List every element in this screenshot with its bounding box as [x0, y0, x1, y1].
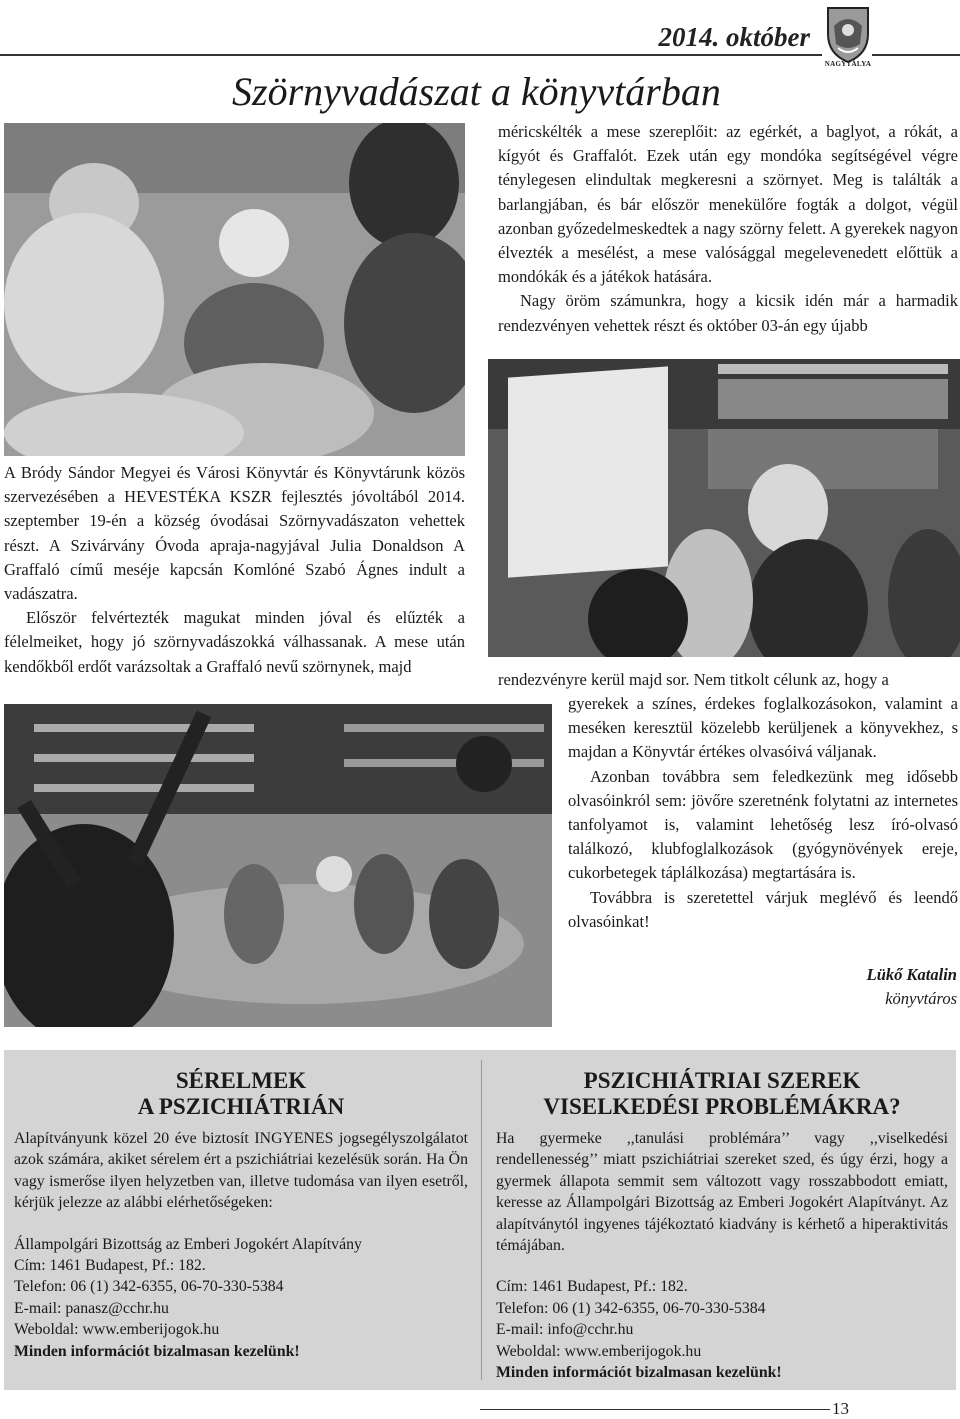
footer-rule	[480, 1409, 830, 1410]
article-column-bottom-right-lead	[498, 668, 958, 692]
paragraph: A Bródy Sándor Megyei és Városi Könyvtár és Könyvtárunk közös szervezésében a HEVESTÉKA KSZR fejlesztés jóvoltából 2014. szeptember 19-én a község óvodásai Szörnyvadászaton vehettek részt. A Szivárvány Óvoda apraja-nagyjával Julia Donaldson A Graffaló című meséje kapcsán Komlóné Szabó Ágnes indult a vadászatra.	[4, 463, 465, 604]
ad-right-title-line1: PSZICHIÁTRIAI SZEREK	[583, 1068, 861, 1093]
ad-right-address: Cím: 1461 Budapest, Pf.: 182.	[496, 1278, 688, 1296]
paragraph: Nagy öröm számunkra, hogy a kicsik idén már a harmadik rendezvényen vehettek részt és október 03-án egy újabb	[498, 291, 958, 335]
ad-right-email: E-mail: info@cchr.hu	[496, 1321, 634, 1339]
ad-left-confidential: Minden információt bizalmasan kezelünk!	[14, 1342, 300, 1360]
author-name: Lükő Katalin	[866, 965, 957, 984]
page-number: 13	[832, 1399, 849, 1418]
photo-raised-hands	[4, 704, 552, 1027]
author-role: könyvtáros	[885, 989, 957, 1008]
ad-right-web: Weboldal: www.emberijogok.hu	[496, 1342, 702, 1360]
ad-left-body: Alapítványunk közel 20 éve biztosít INGYENES jogsegélyszolgálatot azok számára, akiket sérelem ért a pszichiátriai kezelésük során. Ha Ön vagy ismerőse ilyen helyzetben van, illetve tudomása van ilyen esetről, kérjük jelezze az alábbi elérhetőségeken:	[14, 1130, 468, 1212]
header-rule	[0, 54, 822, 56]
ad-right-body: Ha gyermeke ,,tanulási problémára’’ vagy ,,viselkedési rendellenesség’’ miatt pszichiátriai szereket szed, és úgy érzi, hogy a gyermek állapota semmit sem változott vagy rosszabbodott emiatt, keresse az Állampolgári Bizottság az Emberi Jogokért Alapítványt. Az alapítványtól ingyenes tájékoztató kiadvány is kérhető a hiperaktivitás témájában.	[496, 1130, 948, 1255]
ad-left-email: E-mail: panasz@cchr.hu	[14, 1299, 169, 1317]
paragraph: Először felvértezték magukat minden jóval és elűzték a félelmeiket, hogy jó szörnyvadászokká válhassanak. A mese után kendőkből erdőt varázsoltak a Graffaló nevű szörnynek, majd	[4, 608, 465, 676]
article-title: Szörnyvadászat a könyvtárban	[232, 69, 721, 114]
article-column-left	[4, 461, 465, 679]
issue-date: 2014. október	[658, 22, 810, 52]
paragraph: rendezvényre kerül majd sor. Nem titkolt célunk az, hogy a	[498, 670, 889, 689]
article-column-bottom-right	[568, 692, 958, 934]
photo-children-at-board	[488, 359, 960, 657]
paragraph: Továbbra is szeretettel várjuk meglévő és leendő olvasóinkat!	[568, 887, 958, 931]
article-column-top-right	[498, 120, 958, 338]
ad-left-title-line2: A PSZICHIÁTRIÁN	[137, 1094, 345, 1119]
header-rule-right	[872, 54, 960, 56]
ad-right	[496, 1068, 948, 1383]
paragraph: méricskélték a mese szereplőit: az egérkét, a baglyot, a rókát, a kígyót és Graffalót. Ezek után egy mondóka segítségével végre ténylegesen elindultak megkeresni a szörnyet. Meg is találták a barlangjában, és bár először menekülőre fogták a dolgot, végül azonban győzedelmeskedtek a nagy szörny felett. A gyerekek nagyon élvezték a mesélést, a mese valósággal megelevenedett előttük a mondókák és a játékok hatására.	[498, 122, 958, 287]
ad-right-confidential: Minden információt bizalmasan kezelünk!	[496, 1364, 782, 1382]
coat-of-arms-icon	[824, 4, 872, 64]
paragraph: gyerekek a színes, érdekes foglalkozásokon, valamint a meséken keresztül közelebb kerüljenek a könyvekhez, s majdan a Könyvtár értékes olvasóivá váljanak.	[568, 694, 958, 762]
ad-left-org: Állampolgári Bizottság az Emberi Jogokért Alapítvány	[14, 1235, 362, 1253]
ad-right-phone: Telefon: 06 (1) 342-6355, 06-70-330-5384	[496, 1299, 766, 1317]
ad-left-web: Weboldal: www.emberijogok.hu	[14, 1321, 220, 1339]
ad-left-phone: Telefon: 06 (1) 342-6355, 06-70-330-5384	[14, 1278, 284, 1296]
ad-left	[14, 1068, 468, 1362]
photo-children-floor	[4, 123, 465, 456]
ad-divider	[481, 1060, 482, 1380]
ad-left-address: Cím: 1461 Budapest, Pf.: 182.	[14, 1257, 206, 1275]
paragraph: Azonban továbbra sem feledkezünk meg idősebb olvasóinkról sem: jövőre szeretnénk folytatni az internetes tanfolyamot is, valamint lehetőség lesz író-olvasó találkozó, klubfoglalkozások (gyógynövények ereje, cukorbetegek táplálkozása) megtartására is.	[568, 766, 958, 883]
ad-right-title-line2: VISELKEDÉSI PROBLÉMÁKRA?	[543, 1094, 901, 1119]
ad-left-title-line1: SÉRELMEK	[175, 1068, 307, 1093]
crest-label: NAGYTÁLYA	[824, 60, 872, 68]
